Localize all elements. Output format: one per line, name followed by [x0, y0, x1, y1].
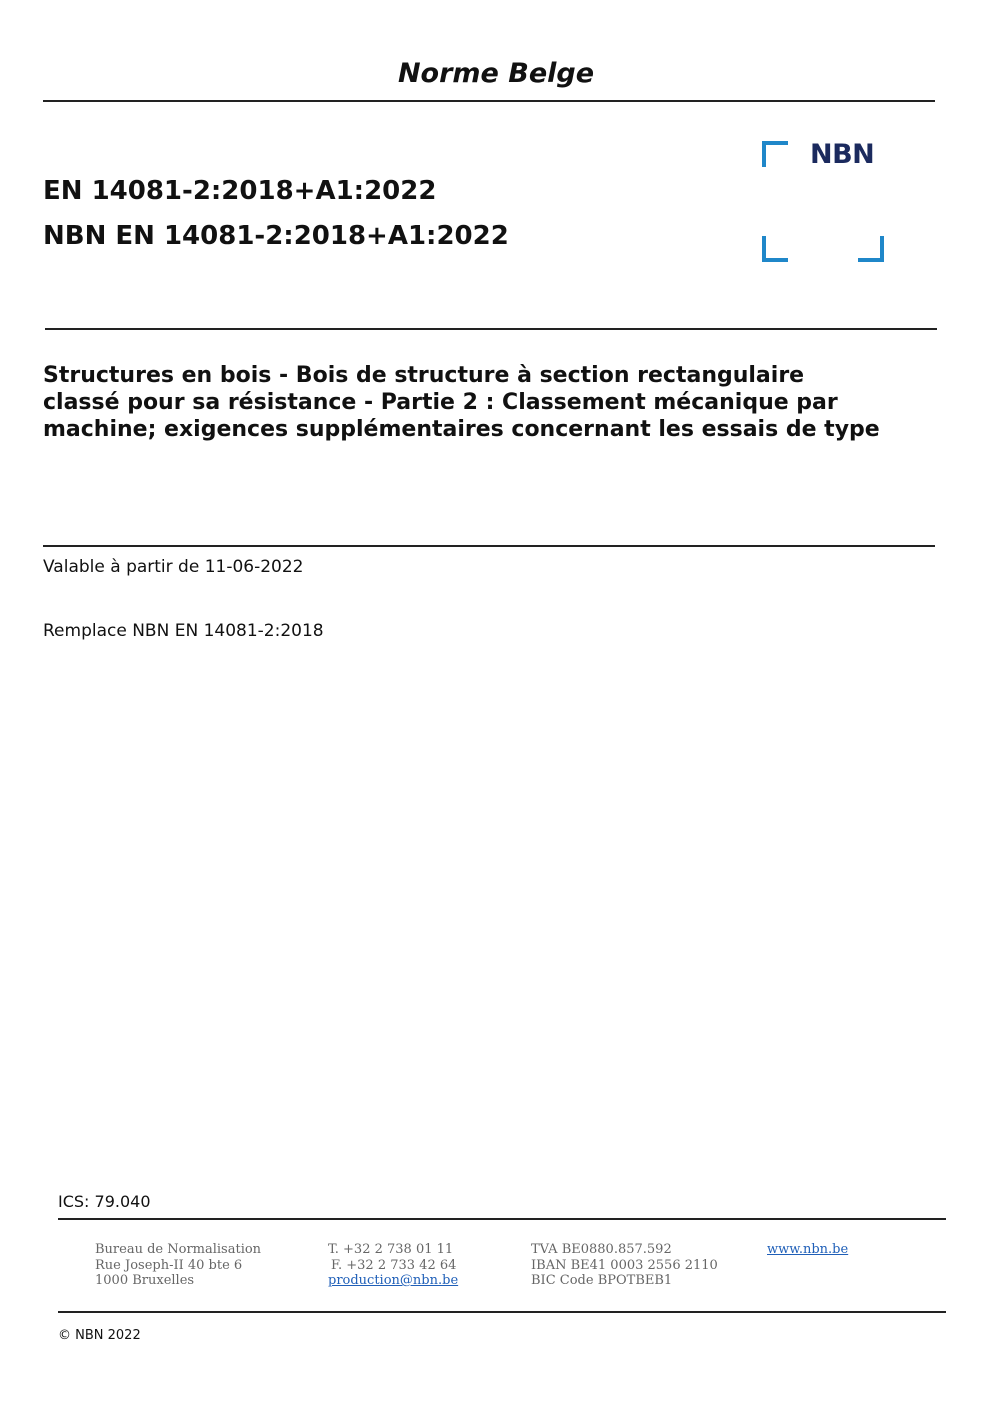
code-divider: [45, 328, 937, 330]
footer-web: [767, 1242, 848, 1258]
iban-number: IBAN BE41 0003 2556 2110: [531, 1257, 718, 1273]
address-line: Rue Joseph-II 40 bte 6: [95, 1257, 243, 1273]
title-divider: [43, 545, 935, 547]
copyright-notice: © NBN 2022: [58, 1328, 141, 1343]
standard-code-nbn: NBN EN 14081-2:2018+A1:2022: [43, 221, 509, 251]
document-title: Structures en bois - Bois de structure à section rectangulaire classé pour sa résistance - Partie 2 : Classement mécanique par machine; exigences supplémentaires concernant les essais de type: [43, 363, 880, 442]
validity-date: Valable à partir de 11-06-2022: [43, 557, 304, 577]
bic-code: BIC Code BPOTBEB1: [531, 1273, 673, 1288]
footer-address: [95, 1242, 261, 1289]
phone-number: T. +32 2 738 01 11: [328, 1242, 454, 1257]
website-link[interactable]: www.nbn.be: [767, 1242, 849, 1257]
fax-number: F. +32 2 733 42 64: [331, 1257, 457, 1273]
nbn-logo: [762, 141, 884, 263]
address-line: 1000 Bruxelles: [95, 1273, 195, 1288]
replaces-note: Remplace NBN EN 14081-2:2018: [43, 621, 324, 641]
email-link[interactable]: production@nbn.be: [328, 1273, 459, 1288]
document-type-heading: Norme Belge: [397, 58, 595, 89]
footer-contact: [328, 1242, 458, 1289]
footer-top-divider: [58, 1218, 946, 1220]
vat-number: TVA BE0880.857.592: [531, 1242, 672, 1257]
header-divider: [43, 100, 935, 102]
footer-bottom-divider: [58, 1311, 946, 1313]
footer-banking: [531, 1242, 718, 1289]
ics-code: ICS: 79.040: [58, 1192, 151, 1211]
address-line: Bureau de Normalisation: [95, 1242, 262, 1257]
logo-text: NBN: [810, 139, 875, 170]
standard-code-en: EN 14081-2:2018+A1:2022: [43, 176, 437, 206]
